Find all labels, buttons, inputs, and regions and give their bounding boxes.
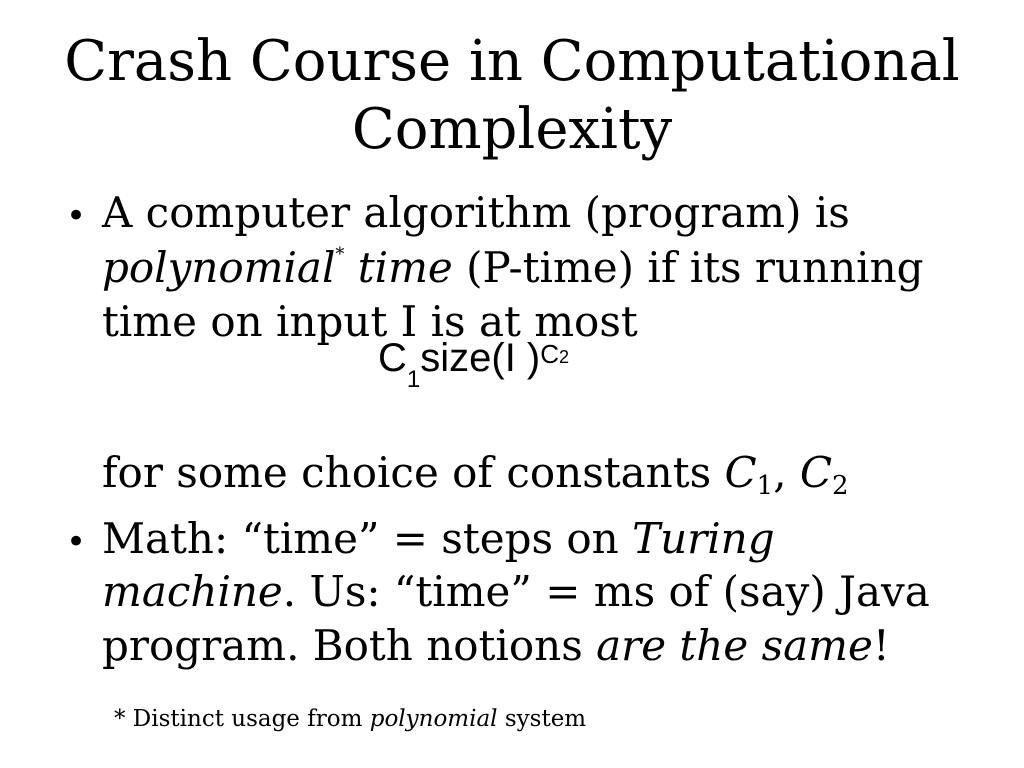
footnote-marker: *: [335, 244, 345, 265]
turing-term: Turing: [632, 514, 775, 563]
bullet-1-line-2-rest: (P-time) if its running: [466, 243, 924, 292]
footnote-suffix: system: [497, 706, 587, 732]
bullet-1-line-1: A computer algorithm (program) is: [102, 188, 850, 237]
formula-c1: C: [378, 336, 407, 380]
constant-c1-subscript: 1: [756, 471, 774, 501]
bullet-2-line-3: [102, 621, 890, 670]
bullet-2-line-1-text: Math: “time” = steps on: [102, 514, 633, 563]
constant-c1: C: [724, 448, 757, 497]
bullet-2-line-1: [102, 514, 775, 563]
bullet-2-line-2: [102, 567, 930, 616]
formula-c2: C: [540, 339, 560, 369]
formula-body: size(I ): [420, 336, 541, 380]
bullet-2-line-3-text: program. Both notions: [102, 621, 597, 670]
constant-c2-subscript: 2: [832, 471, 849, 501]
bullet-2-line-2-rest: . Us: “time” = ms of (say) Java: [282, 567, 930, 616]
footnote-term: polynomial: [369, 706, 498, 732]
bullet-2-line-3-end: !: [872, 621, 890, 670]
bullet-1-line-2: [102, 243, 924, 292]
complexity-formula: [378, 336, 569, 394]
constant-c2: C: [799, 448, 833, 497]
bullet-1-line-3: time on input I is at most: [102, 297, 638, 346]
title-line-2: Complexity: [351, 97, 673, 162]
constants-text: for some choice of constants: [102, 448, 725, 497]
machine-term: machine: [102, 567, 283, 616]
polynomial-term: polynomial: [102, 243, 336, 292]
constants-comma: ,: [773, 448, 800, 497]
title-line-1: Crash Course in Computational: [64, 29, 960, 94]
slide-title: [0, 28, 1024, 164]
formula-c1-subscript: 1: [406, 366, 421, 393]
formula-exponent: [540, 339, 569, 369]
bullet-marker-1: •: [66, 196, 87, 236]
same-term: are the same: [596, 621, 873, 670]
footnote-prefix: * Distinct usage from: [114, 706, 370, 732]
footnote: [114, 706, 586, 732]
time-term: time: [357, 243, 453, 292]
constants-line: [102, 448, 849, 501]
bullet-marker-2: •: [66, 522, 87, 562]
formula-c2-subscript: 2: [559, 347, 570, 367]
